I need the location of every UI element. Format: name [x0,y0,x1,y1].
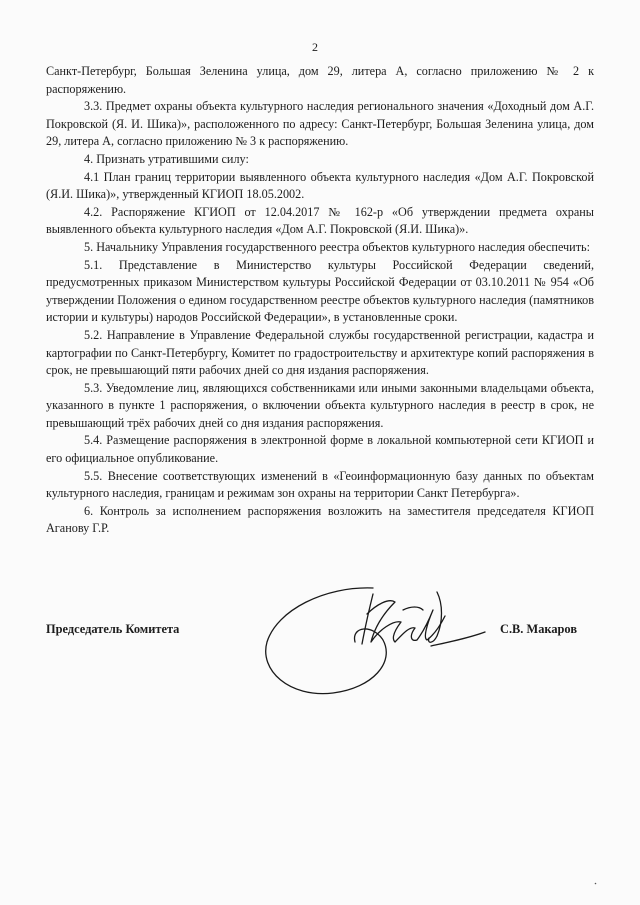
paragraph-5-3: 5.3. Уведомление лиц, являющихся собственниками или иными законными владельцами объекта, указанного в пункте 1 распоряжения, о включении объекта культурного наследия в реестр в срок, не превышающий трёх рабочих дней со дня издания распоряжения. [46,380,594,430]
handwritten-signature [255,580,490,705]
paragraph-3-3: 3.3. Предмет охраны объекта культурного наследия регионального значения «Доходный дом А.Г. Покровской (Я. И. Шика)», расположенного по адресу: Санкт-Петербург, Большая Зеленина улица, дом 29, литера А, согласно приложению № 3 к распоряжению. [46,99,594,149]
scan-dot [594,882,597,885]
page-number: 2 [312,40,318,54]
paragraph-continuation: Санкт-Петербург, Большая Зеленина улица, дом 29, литера А, согласно приложению № 2 к распоряжению. [46,64,594,96]
paragraph-5-5: 5.5. Внесение соответствующих изменений в «Геоинформационную базу данных по объектам культурного наследия, границам и режимам зон охраны на территории Санкт Петербурга». [46,468,594,501]
signatory-name: С.В. Макаров [500,622,578,636]
paragraph-4-2: 4.2. Распоряжение КГИОП от 12.04.2017 № 162-р «Об утверждении предмета охраны выявленного объекта культурного наследия «Дом А.Г. Покровской (Я.И. Шика)». [46,204,594,237]
paragraph-5-1: 5.1. Представление в Министерство культуры Российской Федерации сведений, предусмотренных приказом Министерством культуры Российской Федерации от 03.10.2011 № 954 «Об утверждении Положения о едином государственном реестре объектов культурного наследия (памятников истории и культуры) народов Российской Федерации», в установленные сроки. [46,257,594,325]
paragraph-6: 6. Контроль за исполнением распоряжения возложить на заместителя председателя КГИОП Аганову Г.Р. [46,503,594,536]
document-body [46,63,594,538]
paragraph-4: 4. Признать утратившими силу: [84,151,249,166]
signatory-title: Председатель Комитета [46,622,180,636]
paragraph-5: 5. Начальнику Управления государственного реестра объектов культурного наследия обеспечить: [84,239,590,254]
paragraph-5-2: 5.2. Направление в Управление Федеральной службы государственной регистрации, кадастра и картографии по Санкт-Петербургу, Комитет по градостроительству и архитектуре копий распоряжения в срок, не превышающий пяти рабочих дней со дня издания распоряжения. [46,327,594,378]
paragraph-4-1: 4.1 План границ территории выявленного объекта культурного наследия «Дом А.Г. Покровской (Я.И. Шика)», утвержденный КГИОП 18.05.2002. [46,169,594,202]
paragraph-5-4: 5.4. Размещение распоряжения в электронной форме в локальной компьютерной сети КГИОП и его официальное опубликование. [46,433,594,466]
